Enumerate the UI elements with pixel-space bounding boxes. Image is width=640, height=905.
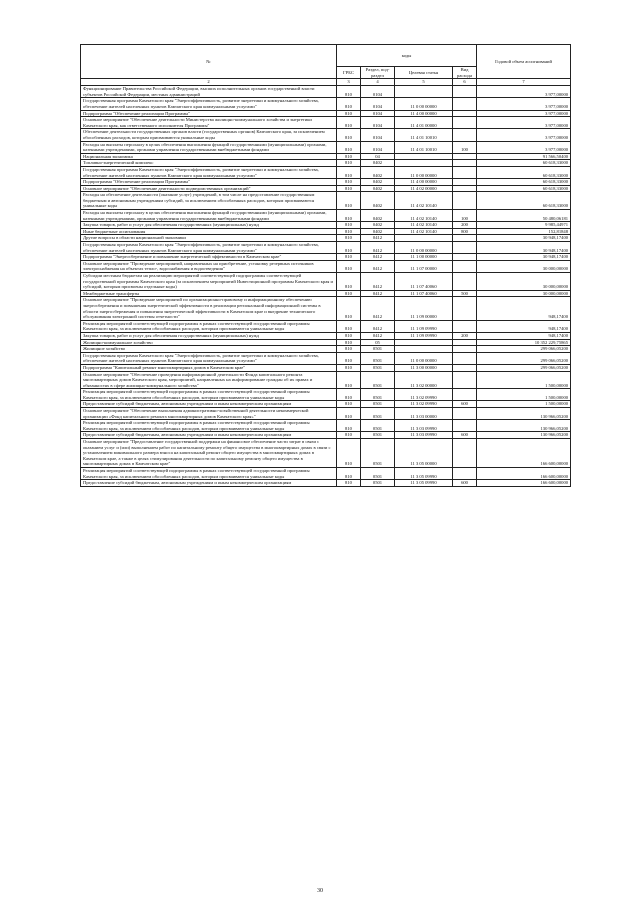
- row-amount: 1 500,00000: [477, 389, 571, 401]
- row-grbs: 810: [337, 389, 361, 401]
- table-body: [81, 86, 571, 487]
- row-amount: 130 966,05200: [477, 420, 571, 432]
- row-name: Расходы на выплаты персоналу в целях обеспечения выполнения функций государственными (муниципальными) органами, казенными учреждениями, органами управления государственными внебюджетными фондами: [81, 210, 337, 222]
- header-grbs: ГРБС: [337, 67, 361, 79]
- row-expense-type: [453, 371, 477, 389]
- row-amount: 166 600,00000: [477, 468, 571, 480]
- row-section: 0104: [361, 110, 395, 117]
- row-grbs: 810: [337, 290, 361, 297]
- row-grbs: 810: [337, 141, 361, 153]
- row-expense-type: 600: [453, 401, 477, 408]
- row-target-article: 11 3 03 09990: [395, 420, 453, 432]
- row-target-article: 11 1 07 40060: [395, 290, 453, 297]
- header-amount: Годовой объем ассигнований: [477, 45, 571, 79]
- column-number: 4: [361, 79, 395, 86]
- table-row: [81, 290, 571, 297]
- table-row: [81, 129, 571, 141]
- row-section: 0402: [361, 160, 395, 167]
- row-amount: 130 966,05200: [477, 408, 571, 420]
- budget-table: [80, 44, 571, 487]
- row-target-article: 11 1 07 40060: [395, 273, 453, 291]
- row-expense-type: 500: [453, 290, 477, 297]
- row-section: 0104: [361, 117, 395, 129]
- row-section: 0402: [361, 179, 395, 186]
- row-name: Обеспечение деятельности государственных органов власти (государственных органов) Камчатского края, за исключением обособленных расходов, которым присваиваются уникальные коды: [81, 129, 337, 141]
- table-row: [81, 273, 571, 291]
- row-grbs: 810: [337, 352, 361, 364]
- row-expense-type: [453, 297, 477, 320]
- row-amount: 30 000,00000: [477, 260, 571, 272]
- column-number-row: [81, 79, 571, 86]
- row-expense-type: [453, 408, 477, 420]
- row-name: Субсидии местным бюджетам на реализацию мероприятий соответствующей подпрограммы соответствующей государственной программы Камчатского края (за исключением мероприятий Инвестиционной программы Камчатского края и субсидий, которым присвоены отдельные коды): [81, 273, 337, 291]
- row-amount: 130 966,05200: [477, 432, 571, 439]
- row-amount: 299 066,05200: [477, 346, 571, 353]
- row-name: Основное мероприятие "Предоставление государственной поддержки на финансовое обеспечение части затрат в связи с оказанием услуг и (или) выполнением работ по капитальному ремонту общего имущества в многоквартирных домах в связи с установлением минимального размера взноса на капитальный ремонт общего имущества в многоквартирных домах в Камчатском крае, а также в целях стимулирования деятельности по капитальному ремонту общего имущества в многоквартирных домах в Камчатском крае": [81, 439, 337, 468]
- row-grbs: 810: [337, 297, 361, 320]
- table-row: [81, 439, 571, 468]
- row-name: Расходы на выплаты персоналу в целях обеспечения выполнения функций государственными (муниципальными) органами, казенными учреждениями, органами управления государственными внебюджетными фондами: [81, 141, 337, 153]
- row-section: 0501: [361, 371, 395, 389]
- table-row: [81, 166, 571, 178]
- row-target-article: 11 4 02 10140: [395, 228, 453, 235]
- row-amount: 948,17400: [477, 332, 571, 339]
- row-name: Реализация мероприятий соответствующей подпрограммы в рамках соответствующей государственной программы Камчатского края, за исключением обособленных расходов, которым присваиваются уникальные коды: [81, 320, 337, 332]
- table-row: [81, 222, 571, 229]
- column-number: 3: [337, 79, 361, 86]
- row-name: Жилищно-коммунальное хозяйство: [81, 339, 337, 346]
- row-expense-type: 600: [453, 480, 477, 487]
- row-target-article: 11 3 05 09990: [395, 480, 453, 487]
- row-section: 05: [361, 339, 395, 346]
- table-row: [81, 420, 571, 432]
- row-grbs: 810: [337, 185, 361, 192]
- row-target-article: 11 3 05 00000: [395, 439, 453, 468]
- row-target-article: 11 0 00 00000: [395, 242, 453, 254]
- row-expense-type: [453, 420, 477, 432]
- row-grbs: 810: [337, 468, 361, 480]
- row-target-article: 11 4 01 00000: [395, 117, 453, 129]
- row-name: Основное мероприятие "Проведение мероприятий, направленных на приобретение, установку резервных источников электроснабжения на объектах тепло-, водоснабжения и водоотведения": [81, 260, 337, 272]
- row-expense-type: [453, 364, 477, 371]
- row-grbs: 810: [337, 320, 361, 332]
- row-name: Предоставление субсидий бюджетным, автономным учреждениям и иным некоммерческим организациям: [81, 401, 337, 408]
- table-row: [81, 297, 571, 320]
- row-section: 0501: [361, 439, 395, 468]
- row-target-article: 11 1 09 09990: [395, 332, 453, 339]
- header-target: Целевая статья: [395, 67, 453, 79]
- row-target-article: 11 3 00 00000: [395, 364, 453, 371]
- row-name: Иные бюджетные ассигнования: [81, 228, 337, 235]
- row-amount: 30 000,00000: [477, 290, 571, 297]
- row-grbs: 810: [337, 117, 361, 129]
- budget-table-sheet: [80, 44, 570, 487]
- row-target-article: 11 0 00 00000: [395, 98, 453, 110]
- row-name: Подпрограмма "Обеспечение реализации Программы": [81, 179, 337, 186]
- table-row: [81, 185, 571, 192]
- row-expense-type: 200: [453, 222, 477, 229]
- row-name: Расходы на обеспечение деятельности (оказание услуг) учреждений, в том числе на предоставление государственным бюджетным и автономным учреждениям субсидий, за исключением обособленных расходов, которым присваиваются уникальные коды: [81, 192, 337, 210]
- row-expense-type: 600: [453, 432, 477, 439]
- row-grbs: 810: [337, 153, 361, 160]
- row-name: Топливно-энергетический комплекс: [81, 160, 337, 167]
- row-grbs: 810: [337, 210, 361, 222]
- row-target-article: [395, 86, 453, 98]
- table-row: [81, 432, 571, 439]
- row-grbs: 810: [337, 166, 361, 178]
- row-name: Государственная программа Камчатского края "Энергоэффективность, развитие энергетики и коммунального хозяйства, обеспечение жителей населенных пунктов Камчатского края коммунальными услугами": [81, 166, 337, 178]
- row-name: Другие вопросы в области национальной экономики: [81, 235, 337, 242]
- row-expense-type: [453, 439, 477, 468]
- table-row: [81, 179, 571, 186]
- row-amount: 30 948,17400: [477, 242, 571, 254]
- table-row: [81, 192, 571, 210]
- row-name: Предоставление субсидий бюджетным, автономным учреждениям и иным некоммерческим организациям: [81, 480, 337, 487]
- row-section: 0501: [361, 432, 395, 439]
- table-row: [81, 408, 571, 420]
- row-section: 0402: [361, 228, 395, 235]
- row-section: 0402: [361, 192, 395, 210]
- table-row: [81, 235, 571, 242]
- row-amount: 60 618,33000: [477, 166, 571, 178]
- row-grbs: 810: [337, 192, 361, 210]
- row-target-article: 11 4 01 10010: [395, 141, 453, 153]
- row-grbs: 810: [337, 408, 361, 420]
- row-amount: 60 618,33000: [477, 160, 571, 167]
- row-amount: 30 948,17400: [477, 235, 571, 242]
- row-name: Государственная программа Камчатского края "Энергоэффективность, развитие энергетики и коммунального хозяйства, обеспечение жителей населенных пунктов Камчатского края коммунальными услугами": [81, 98, 337, 110]
- row-name: Государственная программа Камчатского края "Энергоэффективность, развитие энергетики и коммунального хозяйства, обеспечение жителей населенных пунктов Камчатского края коммунальными услугами": [81, 242, 337, 254]
- row-name: Закупка товаров, работ и услуг для обеспечения государственных (муниципальных) нужд: [81, 332, 337, 339]
- row-amount: 152,81848: [477, 228, 571, 235]
- row-expense-type: [453, 129, 477, 141]
- header-num: №: [81, 45, 337, 79]
- row-expense-type: [453, 389, 477, 401]
- row-section: 0501: [361, 468, 395, 480]
- row-target-article: 11 4 02 10140: [395, 210, 453, 222]
- row-grbs: 810: [337, 432, 361, 439]
- row-amount: 3 977,00000: [477, 86, 571, 98]
- row-grbs: 810: [337, 273, 361, 291]
- row-target-article: 11 1 07 00000: [395, 260, 453, 272]
- table-row: [81, 210, 571, 222]
- row-name: Основное мероприятие "Проведение мероприятий по организационно-правовому и информационному обеспечению энергосбережения и повышения энергетической эффективности в реализации региональной информационной системы в области энергосбережения и повышения энергетической эффективности в Камчатском крае и внедрение технического обслуживания электронной системы отчетности": [81, 297, 337, 320]
- row-section: 0104: [361, 98, 395, 110]
- table-row: [81, 401, 571, 408]
- row-name: Межбюджетные трансферты: [81, 290, 337, 297]
- table-row: [81, 141, 571, 153]
- row-section: 0501: [361, 389, 395, 401]
- row-name: Закупка товаров, работ и услуг для обеспечения государственных (муниципальных) нужд: [81, 222, 337, 229]
- row-name: Подпрограмма "Обеспечение реализации Программы": [81, 110, 337, 117]
- row-name: Функционирование Правительства Российской Федерации, высших исполнительных органов государственной власти субъектов Российской Федерации, местных администраций: [81, 86, 337, 98]
- row-target-article: 11 1 00 00000: [395, 254, 453, 261]
- row-section: 0412: [361, 254, 395, 261]
- row-target-article: [395, 160, 453, 167]
- row-grbs: 810: [337, 129, 361, 141]
- row-grbs: 810: [337, 86, 361, 98]
- row-section: 0412: [361, 320, 395, 332]
- row-amount: 3 977,00000: [477, 129, 571, 141]
- table-row: [81, 389, 571, 401]
- row-expense-type: [453, 260, 477, 272]
- header-section: Раздел, под-раздел: [361, 67, 395, 79]
- row-name: Реализация мероприятий соответствующей подпрограммы в рамках соответствующей государственной программы Камчатского края, за исключением обособленных расходов, которым присваиваются уникальные коды: [81, 420, 337, 432]
- row-name: Реализация мероприятий соответствующей подпрограммы в рамках соответствующей государственной программы Камчатского края, за исключением обособленных расходов, которым присваиваются уникальные коды: [81, 468, 337, 480]
- table-row: [81, 160, 571, 167]
- row-target-article: 11 3 05 09990: [395, 468, 453, 480]
- column-number: 5: [395, 79, 453, 86]
- table-row: [81, 371, 571, 389]
- table-row: [81, 346, 571, 353]
- row-section: 0402: [361, 185, 395, 192]
- table-row: [81, 332, 571, 339]
- row-target-article: 11 3 02 09990: [395, 389, 453, 401]
- table-row: [81, 98, 571, 110]
- row-name: Национальная экономика: [81, 153, 337, 160]
- row-expense-type: [453, 110, 477, 117]
- row-target-article: 11 3 02 00000: [395, 371, 453, 389]
- row-amount: 3 977,00000: [477, 141, 571, 153]
- table-row: [81, 468, 571, 480]
- row-amount: 948,17400: [477, 297, 571, 320]
- row-amount: 3 977,00000: [477, 117, 571, 129]
- row-amount: 9 985,44971: [477, 222, 571, 229]
- row-expense-type: [453, 346, 477, 353]
- row-amount: 1 500,00000: [477, 401, 571, 408]
- row-amount: 30 948,17400: [477, 254, 571, 261]
- row-section: 0412: [361, 242, 395, 254]
- table-row: [81, 320, 571, 332]
- row-name: Государственная программа Камчатского края "Энергоэффективность, развитие энергетики и коммунального хозяйства, обеспечение жителей населенных пунктов Камчатского края коммунальными услугами": [81, 352, 337, 364]
- row-target-article: [395, 153, 453, 160]
- row-target-article: 11 1 09 00000: [395, 297, 453, 320]
- row-section: 0402: [361, 222, 395, 229]
- row-target-article: 11 3 03 00000: [395, 408, 453, 420]
- table-row: [81, 228, 571, 235]
- row-grbs: 810: [337, 98, 361, 110]
- row-target-article: 11 4 02 10140: [395, 222, 453, 229]
- row-expense-type: 100: [453, 141, 477, 153]
- row-grbs: 810: [337, 235, 361, 242]
- row-expense-type: [453, 242, 477, 254]
- row-section: 0501: [361, 346, 395, 353]
- row-section: 0104: [361, 86, 395, 98]
- row-grbs: 810: [337, 364, 361, 371]
- row-grbs: 810: [337, 160, 361, 167]
- row-grbs: 810: [337, 346, 361, 353]
- header-codes: коды: [337, 45, 477, 67]
- row-expense-type: [453, 235, 477, 242]
- row-grbs: 810: [337, 339, 361, 346]
- table-row: [81, 86, 571, 98]
- row-expense-type: [453, 320, 477, 332]
- row-section: 0412: [361, 260, 395, 272]
- row-amount: 299 066,05200: [477, 364, 571, 371]
- row-target-article: 11 0 00 00000: [395, 166, 453, 178]
- row-name: Основное мероприятие "Обеспечение выполнения административно-хозяйственной деятельности некоммерческой организации «Фонд капитального ремонта многоквартирных домов Камчатского края»": [81, 408, 337, 420]
- row-expense-type: [453, 98, 477, 110]
- row-name: Основное мероприятие "Обеспечение проведения информационной деятельности Фонда капитального ремонта многоквартирных домов Камчатского края, мероприятий, направленных на информирование граждан об их правах и обязанностях в сфере жилищно-коммунального хозяйства": [81, 371, 337, 389]
- row-grbs: 810: [337, 371, 361, 389]
- row-expense-type: [453, 185, 477, 192]
- row-target-article: [395, 346, 453, 353]
- row-name: Основное мероприятие "Обеспечение деятельности подведомственных организаций": [81, 185, 337, 192]
- row-amount: 3 977,00000: [477, 110, 571, 117]
- row-section: 0412: [361, 290, 395, 297]
- row-target-article: 11 3 03 09990: [395, 432, 453, 439]
- table-row: [81, 117, 571, 129]
- row-name: Предоставление субсидий бюджетным, автономным учреждениям и иным некоммерческим организациям: [81, 432, 337, 439]
- row-expense-type: [453, 153, 477, 160]
- row-expense-type: [453, 160, 477, 167]
- row-target-article: 11 3 02 09990: [395, 401, 453, 408]
- page-number: 30: [317, 888, 323, 894]
- table-row: [81, 352, 571, 364]
- row-grbs: 810: [337, 228, 361, 235]
- row-amount: 60 618,33000: [477, 192, 571, 210]
- row-target-article: 11 4 02 00000: [395, 185, 453, 192]
- row-amount: 1 500,00000: [477, 371, 571, 389]
- row-amount: 3 977,00000: [477, 98, 571, 110]
- row-expense-type: [453, 352, 477, 364]
- row-section: 0501: [361, 420, 395, 432]
- row-grbs: 810: [337, 480, 361, 487]
- row-target-article: 11 0 00 00000: [395, 352, 453, 364]
- row-name: Подпрограмма "Энергосбережение и повышение энергетической эффективности в Камчатском крае": [81, 254, 337, 261]
- row-section: 0412: [361, 332, 395, 339]
- column-number: 2: [81, 79, 337, 86]
- table-row: [81, 339, 571, 346]
- row-section: 0412: [361, 297, 395, 320]
- row-grbs: 810: [337, 222, 361, 229]
- row-target-article: 11 4 01 10010: [395, 129, 453, 141]
- row-section: 04: [361, 153, 395, 160]
- row-grbs: 810: [337, 179, 361, 186]
- row-expense-type: 100: [453, 210, 477, 222]
- row-amount: 30 000,00000: [477, 273, 571, 291]
- row-amount: 10 352 229,75865: [477, 339, 571, 346]
- row-expense-type: [453, 192, 477, 210]
- row-expense-type: [453, 254, 477, 261]
- table-row: [81, 480, 571, 487]
- row-grbs: 810: [337, 254, 361, 261]
- row-target-article: 11 4 00 00000: [395, 179, 453, 186]
- table-row: [81, 153, 571, 160]
- row-target-article: [395, 235, 453, 242]
- row-target-article: 11 4 02 10140: [395, 192, 453, 210]
- row-expense-type: [453, 117, 477, 129]
- row-section: 0104: [361, 141, 395, 153]
- row-expense-type: [453, 339, 477, 346]
- row-amount: 91 566,50400: [477, 153, 571, 160]
- row-amount: 299 066,05200: [477, 352, 571, 364]
- column-number: 7: [477, 79, 571, 86]
- row-section: 0412: [361, 273, 395, 291]
- row-name: Жилищное хозяйство: [81, 346, 337, 353]
- row-target-article: 11 4 00 00000: [395, 110, 453, 117]
- table-row: [81, 364, 571, 371]
- row-section: 0501: [361, 480, 395, 487]
- column-number: 6: [453, 79, 477, 86]
- table-row: [81, 242, 571, 254]
- row-expense-type: [453, 273, 477, 291]
- row-grbs: 810: [337, 401, 361, 408]
- row-expense-type: [453, 86, 477, 98]
- row-section: 0501: [361, 401, 395, 408]
- row-name: Подпрограмма "Капитальный ремонт многоквартирных домов в Камчатском крае": [81, 364, 337, 371]
- row-grbs: 810: [337, 439, 361, 468]
- table-row: [81, 260, 571, 272]
- row-expense-type: [453, 166, 477, 178]
- row-amount: 60 618,33000: [477, 179, 571, 186]
- row-expense-type: 800: [453, 228, 477, 235]
- row-target-article: 11 1 09 09990: [395, 320, 453, 332]
- row-expense-type: 200: [453, 332, 477, 339]
- row-amount: 60 618,33000: [477, 185, 571, 192]
- table-row: [81, 110, 571, 117]
- row-expense-type: [453, 179, 477, 186]
- row-name: Основное мероприятие "Обеспечение деятельности Министерства жилищно-коммунального хозяйства и энергетики Камчатского края, как ответственного исполнителя Программы": [81, 117, 337, 129]
- row-amount: 50 480,06181: [477, 210, 571, 222]
- row-amount: 166 600,00000: [477, 480, 571, 487]
- header-vid: Вид расхода: [453, 67, 477, 79]
- row-name: Реализация мероприятий соответствующей подпрограммы в рамках соответствующей государственной программы Камчатского края, за исключением обособленных расходов, которым присваиваются уникальные коды: [81, 389, 337, 401]
- row-section: 0412: [361, 235, 395, 242]
- row-grbs: 810: [337, 332, 361, 339]
- row-section: 0402: [361, 166, 395, 178]
- row-grbs: 810: [337, 242, 361, 254]
- table-row: [81, 254, 571, 261]
- row-expense-type: [453, 468, 477, 480]
- row-section: 0501: [361, 364, 395, 371]
- row-amount: 166 600,00000: [477, 439, 571, 468]
- row-grbs: 810: [337, 110, 361, 117]
- row-section: 0402: [361, 210, 395, 222]
- row-grbs: 810: [337, 420, 361, 432]
- row-section: 0104: [361, 129, 395, 141]
- row-section: 0501: [361, 352, 395, 364]
- row-grbs: 810: [337, 260, 361, 272]
- row-target-article: [395, 339, 453, 346]
- row-amount: 948,17400: [477, 320, 571, 332]
- row-section: 0501: [361, 408, 395, 420]
